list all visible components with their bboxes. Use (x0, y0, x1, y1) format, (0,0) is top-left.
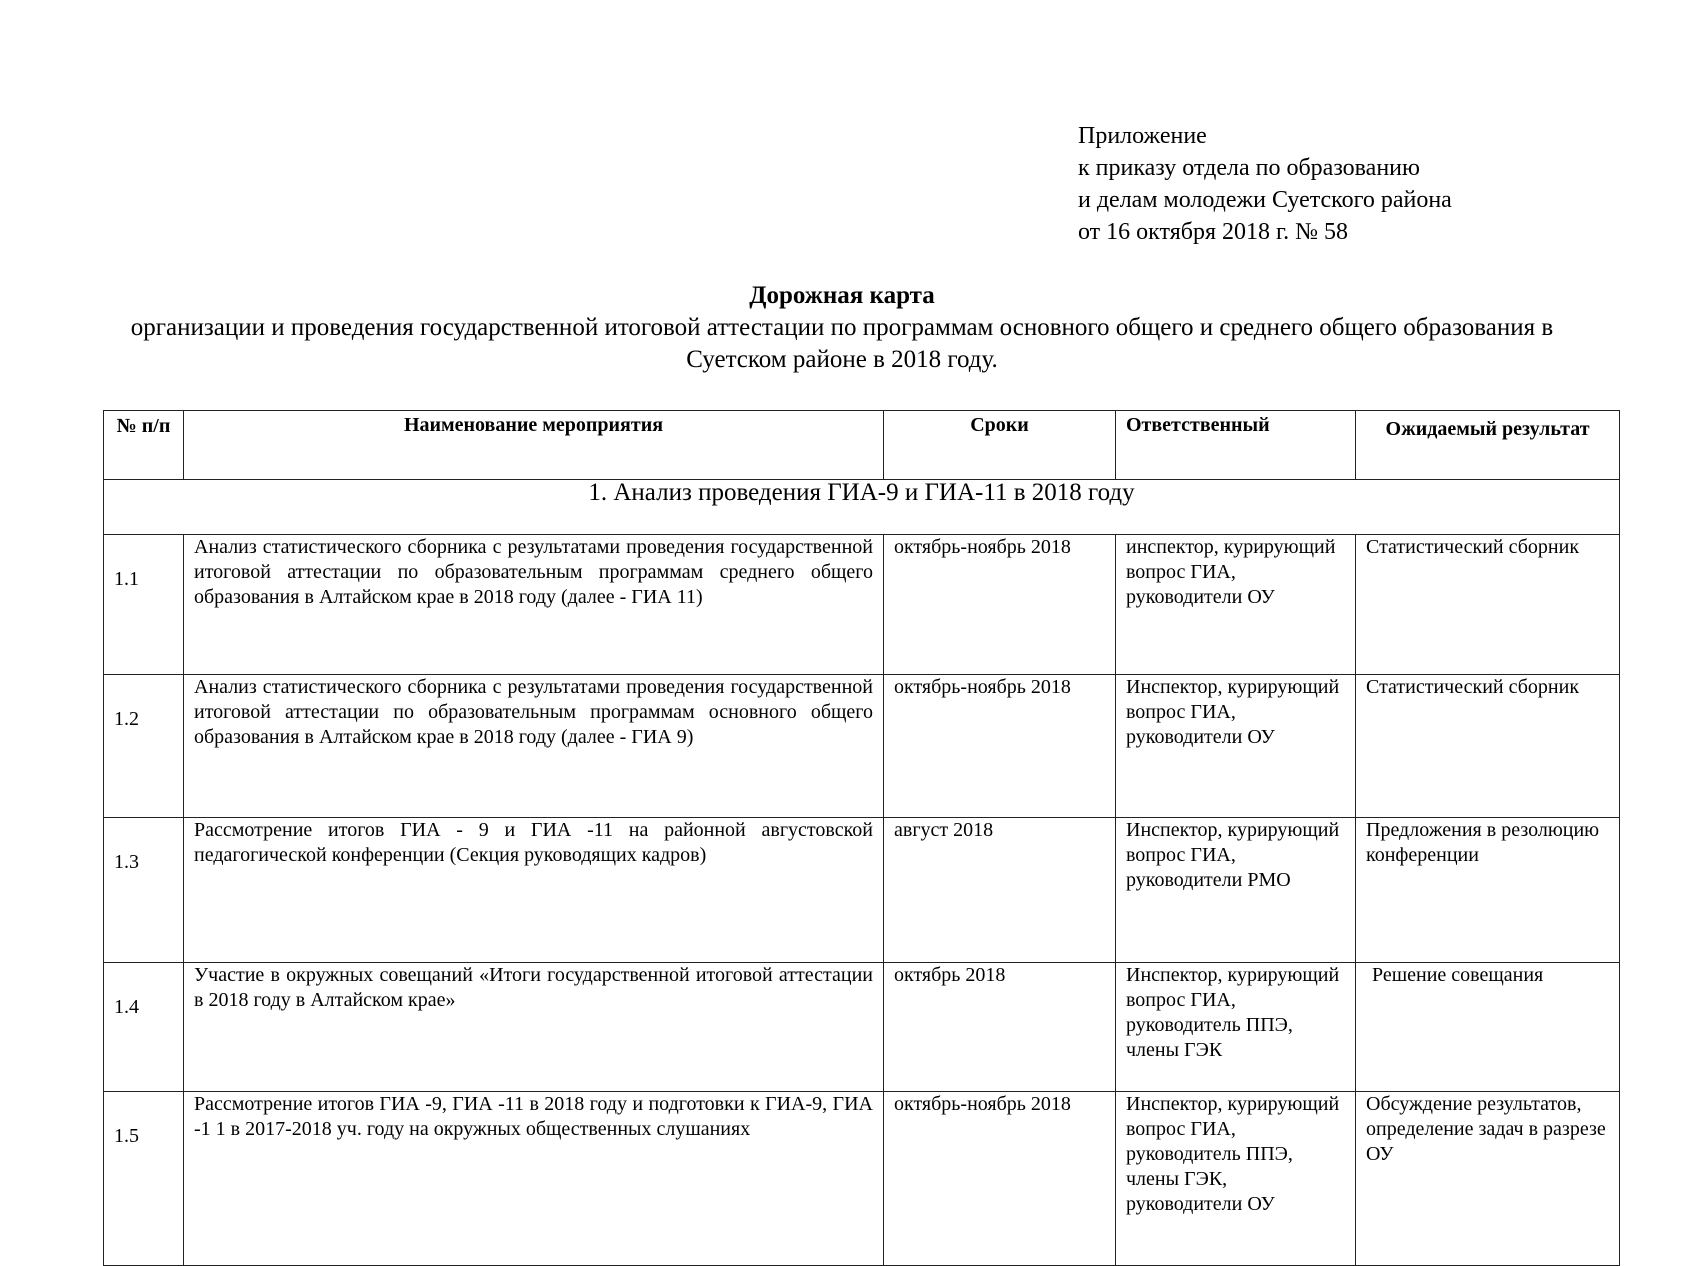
header-name: Наименование мероприятия (184, 411, 884, 480)
header-term: Сроки (884, 411, 1116, 480)
row-term: август 2018 (884, 818, 1116, 963)
section-row (104, 480, 1620, 535)
row-num: 1.2 (104, 675, 184, 818)
row-name: Рассмотрение итогов ГИА - 9 и ГИА -11 на районной августовской педагогической конференции (Секция руководящих кадров) (184, 818, 884, 963)
appendix-line-3: и делам молодежи Суетского района (1078, 187, 1452, 213)
appendix-line-1: Приложение (1078, 123, 1207, 149)
appendix-line-2: к приказу отдела по образованию (1078, 155, 1420, 181)
row-result: Статистический сборник (1356, 535, 1620, 675)
table-row (104, 1092, 1620, 1266)
row-responsible: Инспектор, курирующий вопрос ГИА, руководители РМО (1116, 818, 1356, 963)
table-row (104, 535, 1620, 675)
title-block (0, 280, 1684, 376)
document-title: Дорожная карта (749, 282, 935, 309)
table-row (104, 675, 1620, 818)
row-name: Участие в окружных совещаний «Итоги государственной итоговой аттестации в 2018 году в Алтайском крае» (184, 963, 884, 1092)
header-responsible: Ответственный (1116, 411, 1356, 480)
row-term: октябрь-ноябрь 2018 (884, 675, 1116, 818)
row-term: октябрь-ноябрь 2018 (884, 535, 1116, 675)
row-result: Решение совещания (1356, 963, 1620, 1092)
header-result: Ожидаемый результат (1356, 411, 1620, 480)
section-title: 1. Анализ проведения ГИА-9 и ГИА-11 в 2018 году (104, 480, 1620, 535)
row-responsible: Инспектор, курирующий вопрос ГИА, руководитель ППЭ, члены ГЭК (1116, 963, 1356, 1092)
row-name: Анализ статистического сборника с результатами проведения государственной итоговой аттестации по образовательным программам основного общего образования в Алтайском крае в 2018 году (далее - ГИА 9) (184, 675, 884, 818)
row-num: 1.1 (104, 535, 184, 675)
row-num: 1.4 (104, 963, 184, 1092)
row-responsible: Инспектор, курирующий вопрос ГИА, руководители ОУ (1116, 675, 1356, 818)
row-result: Статистический сборник (1356, 675, 1620, 818)
row-term: октябрь-ноябрь 2018 (884, 1092, 1116, 1266)
row-result: Предложения в резолюцию конференции (1356, 818, 1620, 963)
appendix-line-4: от 16 октября 2018 г. № 58 (1078, 219, 1349, 245)
row-num: 1.3 (104, 818, 184, 963)
table-row (104, 818, 1620, 963)
appendix-block (1078, 120, 1452, 248)
row-name: Рассмотрение итогов ГИА -9, ГИА -11 в 2018 году и подготовки к ГИА-9, ГИА -1 1 в 2017-2018 уч. году на окружных общественных слушаниях (184, 1092, 884, 1266)
row-responsible: инспектор, курирующий вопрос ГИА, руководители ОУ (1116, 535, 1356, 675)
table-row (104, 963, 1620, 1092)
header-num: № п/п (104, 411, 184, 480)
row-num: 1.5 (104, 1092, 184, 1266)
row-responsible: Инспектор, курирующий вопрос ГИА, руководитель ППЭ, члены ГЭК, руководители ОУ (1116, 1092, 1356, 1266)
document-subtitle: организации и проведения государственной итоговой аттестации по программам основного общего и среднего общего образования в Суетском районе в 2018 году. (130, 314, 1554, 373)
row-result: Обсуждение результатов, определение задач в разрезе ОУ (1356, 1092, 1620, 1266)
row-name: Анализ статистического сборника с результатами проведения государственной итоговой аттестации по образовательным программам среднего общего образования в Алтайском крае в 2018 году (далее - ГИА 11) (184, 535, 884, 675)
row-term: октябрь 2018 (884, 963, 1116, 1092)
table-header-row (104, 411, 1620, 480)
roadmap-table (103, 410, 1620, 1266)
